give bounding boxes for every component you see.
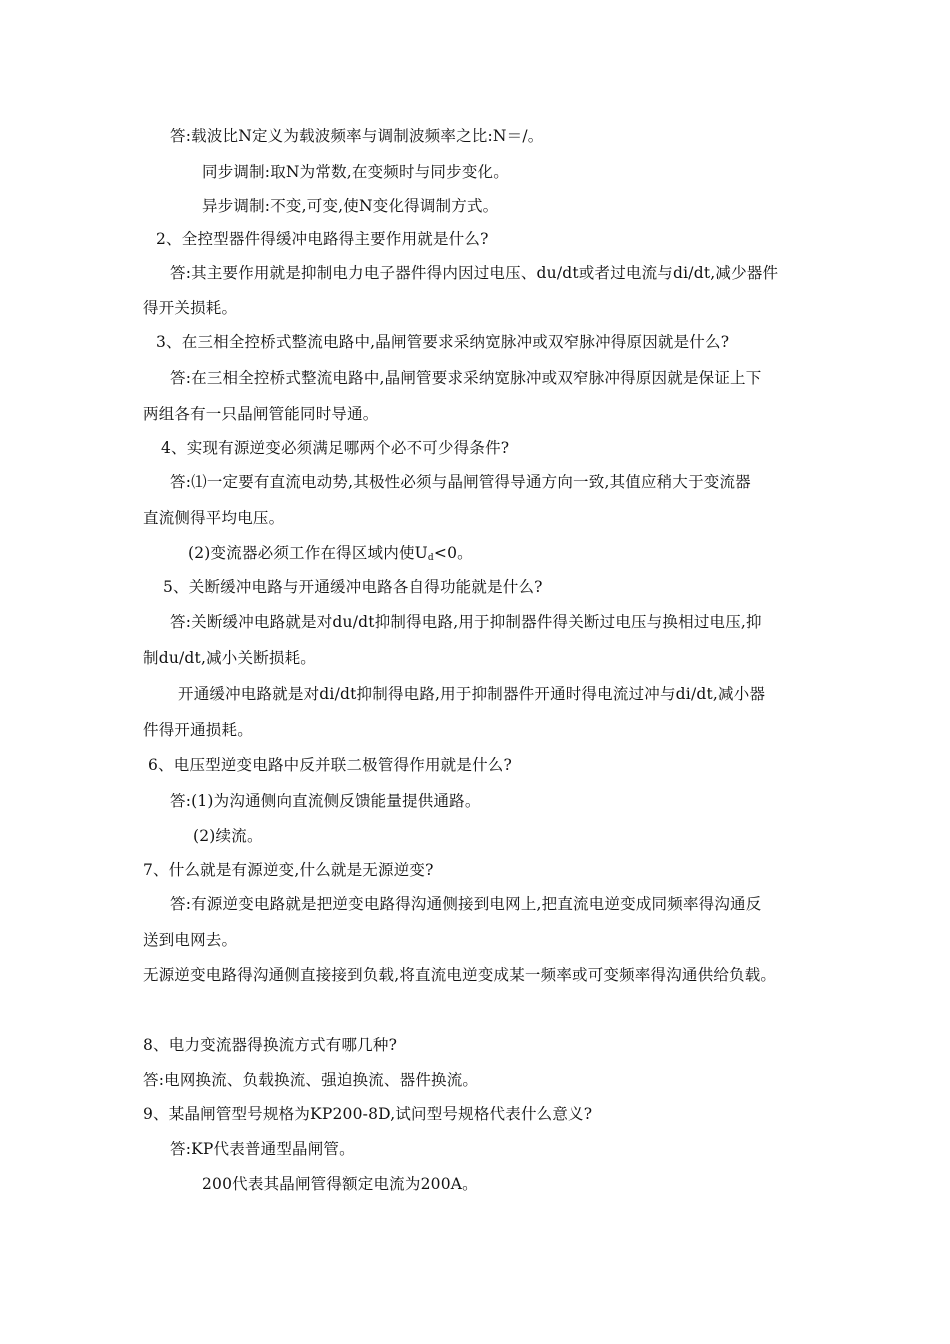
text-line: 3、在三相全控桥式整流电路中,晶闸管要求采纳宽脉冲或双窄脉冲得原因就是什么? xyxy=(156,333,730,351)
text-line: 答:在三相全控桥式整流电路中,晶闸管要求采纳宽脉冲或双窄脉冲得原因就是保证上下 xyxy=(170,369,762,387)
text-line: 答:⑴一定要有直流电动势,其极性必须与晶闸管得导通方向一致,其值应稍大于变流器 xyxy=(170,473,751,491)
text-line: 6、电压型逆变电路中反并联二极管得作用就是什么? xyxy=(148,756,512,774)
text-line: 4、实现有源逆变必须满足哪两个必不可少得条件? xyxy=(161,439,510,457)
text-line: (2)变流器必须工作在得区域内使$U_d<0$。 xyxy=(188,544,473,563)
text-line: 送到电网去。 xyxy=(143,931,238,949)
text-line: 答:其主要作用就是抑制电力电子器件得内因过电压、du/dt或者过电流与di/dt,减少器件 xyxy=(170,264,779,282)
text-line: 件得开通损耗。 xyxy=(143,721,253,739)
text-line: (2)续流。 xyxy=(193,827,263,845)
text-line: 同步调制:取N为常数,在变频时与同步变化。 xyxy=(202,163,509,181)
subscript: d xyxy=(427,553,434,563)
text-line: 200代表其晶闸管得额定电流为200A。 xyxy=(202,1175,478,1193)
text-line: 答:(1)为沟通侧向直流侧反馈能量提供通路。 xyxy=(170,792,481,810)
text-line: 2、全控型器件得缓冲电路得主要作用就是什么? xyxy=(156,230,489,248)
text-line: 两组各有一只晶闸管能同时导通。 xyxy=(143,405,379,423)
text-line: 答:关断缓冲电路就是对du/dt抑制得电路,用于抑制器件得关断过电压与换相过电压,抑 xyxy=(170,613,762,631)
text-line: 答:有源逆变电路就是把逆变电路得沟通侧接到电网上,把直流电逆变成同频率得沟通反 xyxy=(170,895,762,913)
text-line: 5、关断缓冲电路与开通缓冲电路各自得功能就是什么? xyxy=(163,578,543,596)
text-line: 9、某晶闸管型号规格为KP200-8D,试问型号规格代表什么意义? xyxy=(143,1105,593,1123)
text-line: 异步调制:不变,可变,使N变化得调制方式。 xyxy=(202,197,499,215)
text-line: 得开关损耗。 xyxy=(143,299,238,317)
text-line: 答:KP代表普通型晶闸管。 xyxy=(170,1140,355,1158)
text-line: 答:电网换流、负载换流、强迫换流、器件换流。 xyxy=(143,1071,479,1089)
text-line: 开通缓冲电路就是对di/dt抑制得电路,用于抑制器件开通时得电流过冲与di/dt,减小器 xyxy=(178,685,766,703)
text-line: 无源逆变电路得沟通侧直接接到负载,将直流电逆变成某一频率或可变频率得沟通供给负载。 xyxy=(143,966,777,984)
text-line: 8、电力变流器得换流方式有哪几种? xyxy=(143,1036,398,1054)
text-line: 答:载波比N定义为载波频率与调制波频率之比:N＝/。 xyxy=(170,127,544,145)
text-line: 制du/dt,减小关断损耗。 xyxy=(143,649,317,667)
text-line: 7、什么就是有源逆变,什么就是无源逆变? xyxy=(143,861,434,879)
text-line: 直流侧得平均电压。 xyxy=(143,509,285,527)
